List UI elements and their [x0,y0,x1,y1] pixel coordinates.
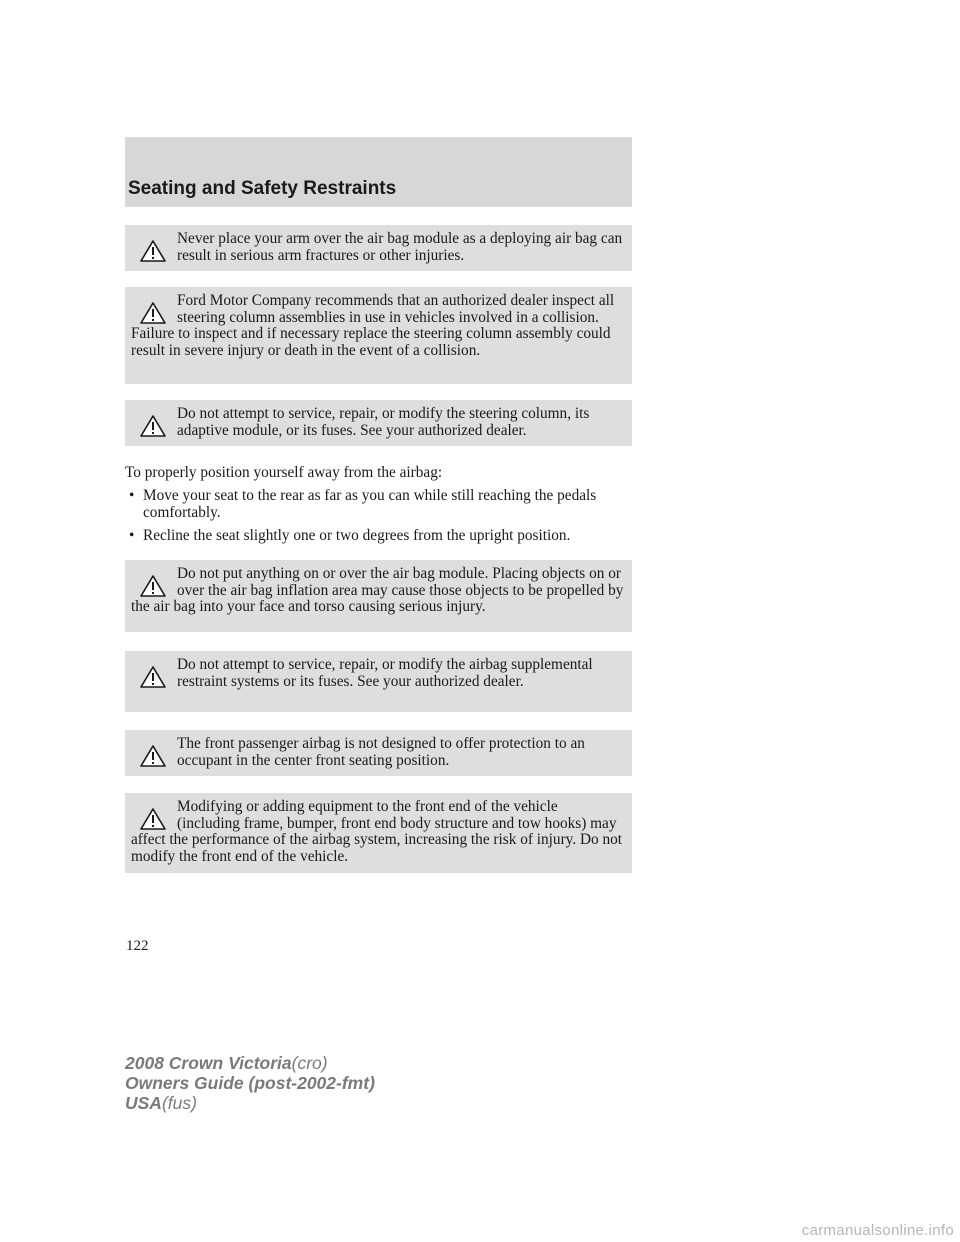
footer-line-model [125,1053,375,1073]
section-title: Seating and Safety Restraints [128,178,397,199]
warning-text: The front passenger airbag is not designed to offer protection to an occupant in the center front seating position. [177,735,585,769]
intro-text: To properly position yourself away from the airbag: [125,464,443,481]
warning-box [125,225,632,271]
warning-triangle-icon [139,574,167,598]
warning-triangle-icon [139,744,167,768]
footer-line-region [125,1093,375,1113]
footer-model-code: (cro) [291,1053,328,1073]
page-number: 122 [126,938,149,954]
list-item [129,528,635,545]
warning-triangle-icon [139,665,167,689]
warning-box [125,730,632,776]
warning-triangle-icon [139,807,167,831]
footer-region: USA [125,1093,162,1113]
footer-guide: Owners Guide (post-2002-fmt) [125,1073,375,1093]
watermark-text: carmanualsonline.info [801,1222,954,1239]
warning-text: Modifying or adding equipment to the front end of the vehicle (including frame, bumper, front end body structure and tow hooks) may affect the performance of the airbag system, increasing the risk of injury. Do not modify the front end of the vehicle. [131,798,623,865]
list-item-text: Move your seat to the rear as far as you can while still reaching the pedals comfortably. [143,487,597,521]
footer-model: 2008 Crown Victoria [125,1053,292,1073]
warning-box [125,651,632,712]
warning-box [125,560,632,632]
bullet-icon: • [129,487,135,504]
list-item-text: Recline the seat slightly one or two degrees from the upright position. [143,527,571,544]
list-item [129,488,635,521]
warning-text: Do not attempt to service, repair, or modify the steering column, its adaptive module, or its fuses. See your authorized dealer. [177,405,590,439]
footer-region-code: (fus) [161,1093,197,1113]
warning-triangle-icon [139,239,167,263]
warning-triangle-icon [139,301,167,325]
warning-text: Do not attempt to service, repair, or modify the airbag supplemental restraint systems or its fuses. See your authorized dealer. [177,656,593,690]
bullet-icon: • [129,527,135,544]
warning-box [125,400,632,446]
warning-box [125,287,632,384]
warning-text: Ford Motor Company recommends that an authorized dealer inspect all steering column assemblies in use in vehicles involved in a collision. Failure to inspect and if necessary replace the steering column assembly could result in severe injury or death in the event of a collision. [131,292,615,359]
warning-box [125,793,632,873]
document-footer [125,1053,375,1113]
warning-text: Never place your arm over the air bag module as a deploying air bag can result in serious arm fractures or other injuries. [177,230,623,264]
warning-text: Do not put anything on or over the air bag module. Placing objects on or over the air bag inflation area may cause those objects to be propelled by the air bag into your face and torso causing serious injury. [131,565,624,616]
warning-triangle-icon [139,414,167,438]
